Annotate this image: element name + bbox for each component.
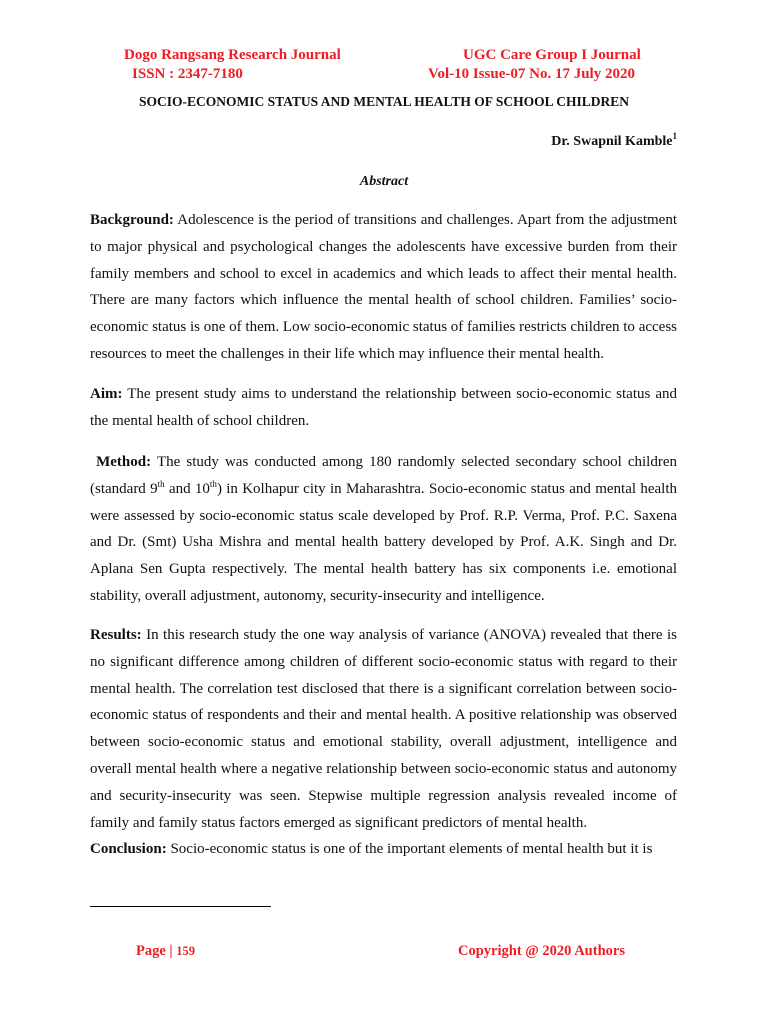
abstract-conclusion xyxy=(90,836,677,863)
method-text-a: The study was conducted among 180 randomly selected secondary school children (standard 9 xyxy=(90,454,677,497)
page-label: Page | xyxy=(136,943,177,959)
method-label: Method: xyxy=(96,454,152,470)
abstract-background xyxy=(90,207,677,368)
method-superscript-9th: th xyxy=(157,478,165,489)
author-affiliation-marker: 1 xyxy=(672,131,677,141)
results-label: Results: xyxy=(90,627,142,643)
journal-issn: ISSN : 2347-7180 xyxy=(132,66,243,82)
footnote-divider xyxy=(90,906,271,907)
results-text: In this research study the one way analysis of variance (ANOVA) revealed that there is no significant difference among children of different socio-economic status with regard to their mental health. The correlation test disclosed that there is a significant correlation between socio-economic status of respondents and their and mental health. A positive relationship was observed between socio-economic status and emotional stability, overall adjustment, intelligence and overall mental health where a negative relationship between socio-economic status and autonomy and security-insecurity was seen. Stepwise multiple regression analysis revealed income of family and family status factors emerged as significant predictors of mental health. xyxy=(90,627,677,831)
author-name xyxy=(551,133,677,151)
background-label: Background: xyxy=(90,212,174,228)
page-number xyxy=(136,941,195,961)
background-text: Adolescence is the period of transitions and challenges. Apart from the adjustment to major physical and psychological changes the adolescents have excessive burden from their family members and school to excel in academics and which leads to affect their mental health. There are many factors which influence the mental health of school children. Families’ socio-economic status is one of them. Low socio-economic status of families restricts children to access resources to meet the challenges in their life which may influence their mental health. xyxy=(90,212,677,362)
journal-name: Dogo Rangsang Research Journal xyxy=(124,47,341,63)
abstract-heading: Abstract xyxy=(359,174,409,189)
method-text-b: and 10 xyxy=(164,480,210,497)
abstract-results xyxy=(90,622,677,836)
aim-text: The present study aims to understand the relationship between socio-economic status and the mental health of school children. xyxy=(90,386,677,429)
conclusion-text: Socio-economic status is one of the important elements of mental health but it is xyxy=(166,841,653,857)
page-number-value: 159 xyxy=(176,944,195,958)
method-superscript-10th: th xyxy=(209,478,217,489)
copyright-notice: Copyright @ 2020 Authors xyxy=(458,943,625,959)
paper-title: SOCIO-ECONOMIC STATUS AND MENTAL HEALTH OF SCHOOL CHILDREN xyxy=(139,94,629,109)
aim-label: Aim: xyxy=(90,386,123,402)
volume-issue: Vol-10 Issue-07 No. 17 July 2020 xyxy=(428,66,635,82)
abstract-method xyxy=(90,449,677,610)
abstract-aim xyxy=(90,381,677,435)
author-name-text: Dr. Swapnil Kamble xyxy=(551,134,673,149)
method-text-c: ) in Kolhapur city in Maharashtra. Socio-economic status and mental health were assessed by socio-economic status scale developed by Prof. R.P. Verma, Prof. P.C. Saxena and Dr. (Smt) Usha Mishra and mental health battery developed by Prof. A.K. Singh and Dr. Aplana Sen Gupta respectively. The mental health battery has six components i.e. emotional stability, overall adjustment, autonomy, security-insecurity and intelligence. xyxy=(90,480,677,604)
ugc-care-group: UGC Care Group I Journal xyxy=(463,47,641,63)
conclusion-label: Conclusion: xyxy=(90,841,167,857)
